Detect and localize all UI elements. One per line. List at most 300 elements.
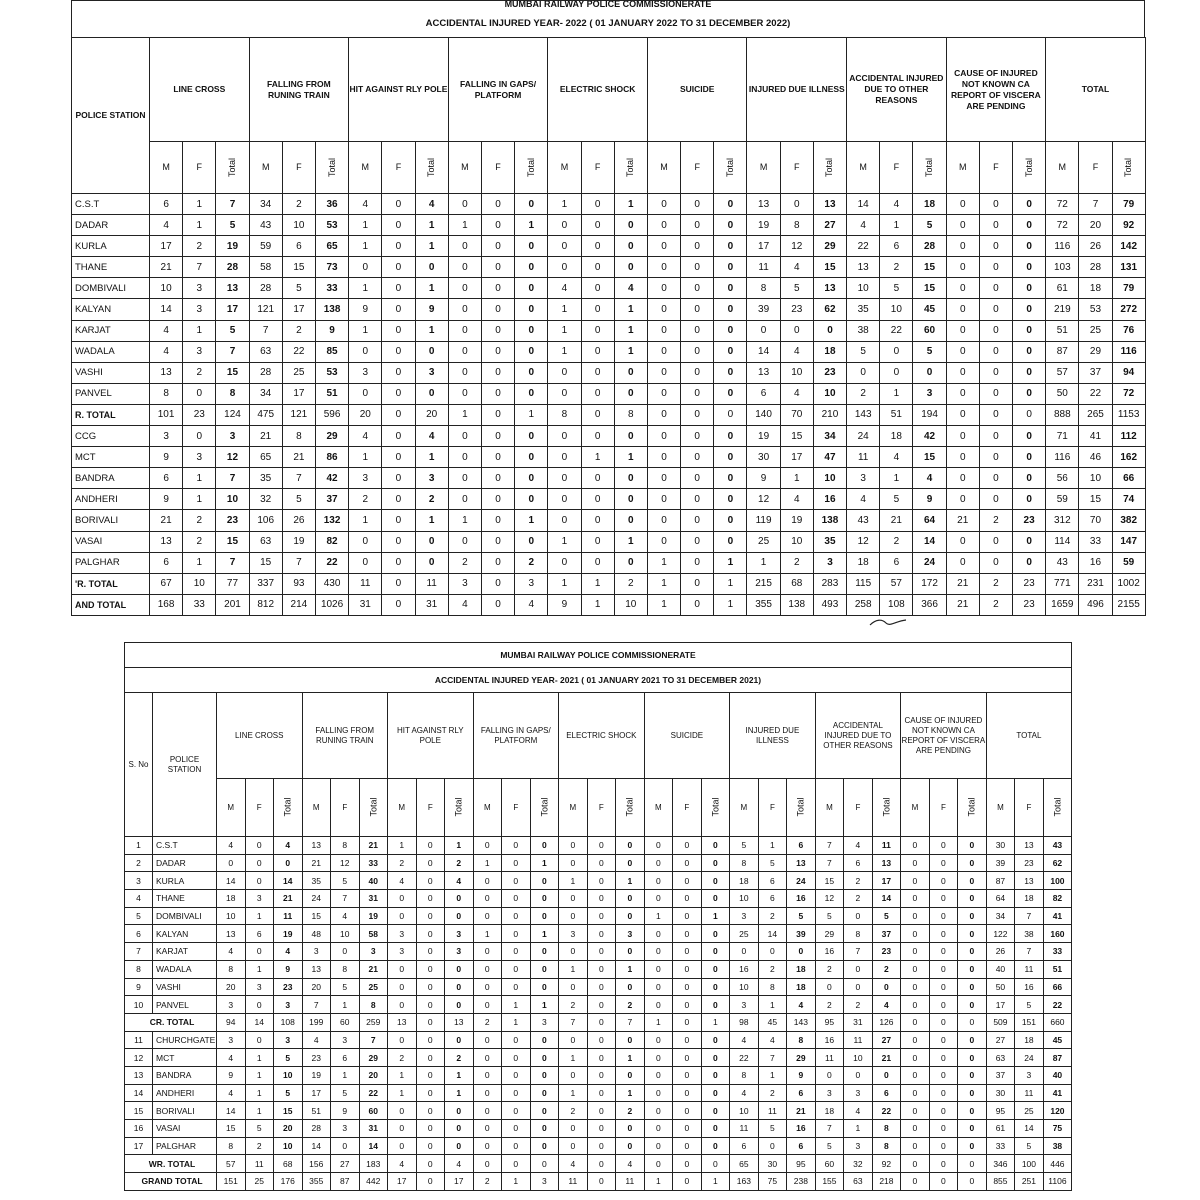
- value-cell: 0: [416, 1031, 445, 1049]
- value-cell: 17: [302, 1084, 331, 1102]
- value-cell: 45: [758, 1013, 787, 1031]
- value-cell: 0: [581, 426, 614, 447]
- value-cell: 3: [331, 1031, 360, 1049]
- value-cell: 0: [481, 362, 514, 383]
- total-cell: 9: [913, 489, 946, 510]
- value-cell: 0: [481, 594, 514, 615]
- value-cell: 53: [1079, 299, 1112, 320]
- value-cell: 0: [673, 890, 702, 908]
- value-cell: 0: [681, 489, 714, 510]
- value-cell: 7: [249, 320, 282, 341]
- value-cell: 33: [1079, 531, 1112, 552]
- total-cell: 11: [616, 1173, 645, 1191]
- value-cell: 0: [502, 978, 531, 996]
- value-cell: 9: [747, 468, 780, 489]
- value-cell: 65: [730, 1155, 759, 1173]
- value-cell: 106: [249, 510, 282, 531]
- value-cell: 0: [382, 362, 415, 383]
- station-name: DOMBIVALI: [153, 907, 217, 925]
- value-cell: 0: [448, 447, 481, 468]
- value-cell: 0: [946, 489, 979, 510]
- total-cell: 1: [445, 1084, 474, 1102]
- value-cell: 4: [844, 1102, 873, 1120]
- total-cell: 0: [714, 257, 747, 278]
- total-cell: 2: [616, 1102, 645, 1120]
- total-cell: 0: [445, 1120, 474, 1138]
- value-cell: 4: [780, 257, 813, 278]
- value-cell: 10: [847, 278, 880, 299]
- value-cell: 21: [150, 257, 183, 278]
- value-cell: 22: [1079, 383, 1112, 404]
- value-cell: 0: [901, 854, 930, 872]
- total-cell: 0: [714, 489, 747, 510]
- total-cell: 0: [1013, 552, 1046, 573]
- station-row: [72, 341, 1146, 362]
- value-cell: 1: [758, 837, 787, 855]
- total-cell: 11: [274, 907, 303, 925]
- value-cell: 29: [1079, 341, 1112, 362]
- value-cell: 0: [331, 1137, 360, 1155]
- total-cell: 1002: [1112, 573, 1145, 594]
- value-cell: 12: [815, 890, 844, 908]
- value-cell: 57: [217, 1155, 246, 1173]
- total-cell: 0: [614, 383, 647, 404]
- summary-label: CR. TOTAL: [125, 1013, 217, 1031]
- value-cell: 33: [986, 1137, 1015, 1155]
- total-cell: 23: [872, 943, 901, 961]
- value-cell: 0: [349, 531, 382, 552]
- total-cell: 0: [614, 426, 647, 447]
- value-cell: 0: [979, 383, 1012, 404]
- value-cell: 0: [548, 236, 581, 257]
- total-cell: 29: [359, 1049, 388, 1067]
- value-cell: 0: [502, 1137, 531, 1155]
- total-cell: 0: [515, 236, 548, 257]
- station-name: THANE: [72, 257, 150, 278]
- value-cell: 1: [644, 907, 673, 925]
- total-cell: 18: [787, 960, 816, 978]
- total-cell: 0: [1013, 320, 1046, 341]
- value-cell: 0: [502, 960, 531, 978]
- serial-number: 2: [125, 854, 153, 872]
- value-cell: 0: [901, 978, 930, 996]
- value-cell: 1: [331, 996, 360, 1014]
- value-cell: 21: [946, 510, 979, 531]
- value-cell: 0: [473, 1102, 502, 1120]
- value-cell: 1: [388, 1084, 417, 1102]
- value-cell: 0: [502, 837, 531, 855]
- value-cell: 3: [217, 996, 246, 1014]
- total-cell: 3: [813, 552, 846, 573]
- value-cell: 0: [473, 1137, 502, 1155]
- value-cell: 23: [780, 299, 813, 320]
- value-cell: 15: [302, 907, 331, 925]
- station-row: [125, 960, 1072, 978]
- value-cell: 0: [559, 943, 588, 961]
- value-cell: 21: [282, 447, 315, 468]
- value-cell: 3: [217, 1031, 246, 1049]
- total-cell: 33: [359, 854, 388, 872]
- serial-number: 13: [125, 1066, 153, 1084]
- value-cell: 0: [548, 489, 581, 510]
- value-cell: 0: [673, 1084, 702, 1102]
- value-cell: 0: [548, 468, 581, 489]
- total-cell: 3: [445, 943, 474, 961]
- serial-number: 8: [125, 960, 153, 978]
- value-cell: 13: [747, 194, 780, 215]
- value-cell: 0: [416, 1137, 445, 1155]
- value-cell: 20: [349, 404, 382, 425]
- total-cell: 37: [315, 489, 348, 510]
- total-cell: 0: [958, 943, 987, 961]
- total-cell: 13: [787, 854, 816, 872]
- value-cell: 9: [217, 1066, 246, 1084]
- value-cell: 0: [929, 996, 958, 1014]
- sub-header-total: [1043, 779, 1072, 837]
- value-cell: 10: [780, 362, 813, 383]
- value-cell: 4: [844, 837, 873, 855]
- value-cell: 0: [388, 996, 417, 1014]
- value-cell: 0: [979, 320, 1012, 341]
- value-cell: 8: [150, 383, 183, 404]
- value-cell: 0: [647, 468, 680, 489]
- value-cell: 31: [349, 594, 382, 615]
- total-cell: 0: [274, 854, 303, 872]
- value-cell: 0: [481, 299, 514, 320]
- total-cell: 10: [813, 383, 846, 404]
- total-cell: 7: [359, 1031, 388, 1049]
- total-cell: 131: [1112, 257, 1145, 278]
- total-cell: 0: [701, 1137, 730, 1155]
- station-row: [72, 531, 1146, 552]
- value-cell: 8: [331, 960, 360, 978]
- value-cell: 2: [815, 960, 844, 978]
- value-cell: 0: [581, 215, 614, 236]
- total-cell: 53: [315, 362, 348, 383]
- value-cell: 51: [302, 1102, 331, 1120]
- value-cell: 0: [946, 320, 979, 341]
- value-cell: 24: [847, 426, 880, 447]
- total-cell: 0: [701, 1031, 730, 1049]
- value-cell: 0: [730, 943, 759, 961]
- total-cell: 60: [359, 1102, 388, 1120]
- value-cell: 0: [901, 1031, 930, 1049]
- value-cell: 8: [780, 215, 813, 236]
- value-cell: 0: [481, 341, 514, 362]
- summary-row: [125, 1013, 1072, 1031]
- value-cell: 2: [979, 573, 1012, 594]
- total-cell: 0: [701, 872, 730, 890]
- value-cell: 0: [587, 1173, 616, 1191]
- total-cell: 6: [787, 837, 816, 855]
- value-cell: 0: [587, 925, 616, 943]
- total-cell: 10: [274, 1137, 303, 1155]
- station-row: [125, 907, 1072, 925]
- total-cell: 5: [913, 341, 946, 362]
- value-cell: 0: [382, 236, 415, 257]
- station-name: PANVEL: [72, 383, 150, 404]
- total-cell: 86: [315, 447, 348, 468]
- value-cell: 0: [644, 1102, 673, 1120]
- value-cell: 0: [946, 404, 979, 425]
- sub-header-m: M: [150, 142, 183, 194]
- total-cell: 1: [515, 404, 548, 425]
- value-cell: 1: [644, 1013, 673, 1031]
- total-cell: 5: [216, 215, 249, 236]
- value-cell: 0: [929, 907, 958, 925]
- value-cell: 3: [559, 925, 588, 943]
- value-cell: 0: [473, 978, 502, 996]
- total-cell: 0: [614, 510, 647, 531]
- value-cell: 1: [183, 194, 216, 215]
- value-cell: 5: [815, 1137, 844, 1155]
- total-cell: 0: [1013, 468, 1046, 489]
- total-cell: 31: [415, 594, 448, 615]
- value-cell: 30: [986, 837, 1015, 855]
- value-cell: 0: [481, 383, 514, 404]
- value-cell: 16: [1015, 978, 1044, 996]
- station-name: KURLA: [153, 872, 217, 890]
- value-cell: 121: [282, 404, 315, 425]
- sub-header-m: M: [388, 779, 417, 837]
- summary-label: R. TOTAL: [72, 404, 150, 425]
- injured-2021-sheet: [124, 642, 1072, 1187]
- total-cell: 62: [813, 299, 846, 320]
- total-cell: 68: [274, 1155, 303, 1173]
- station-name: KALYAN: [153, 925, 217, 943]
- total-cell: 20: [274, 1120, 303, 1138]
- value-cell: 1: [502, 1173, 531, 1191]
- total-cell: 0: [415, 531, 448, 552]
- value-cell: 0: [382, 573, 415, 594]
- value-cell: 855: [986, 1173, 1015, 1191]
- value-cell: 8: [844, 925, 873, 943]
- total-cell: 10: [274, 1066, 303, 1084]
- total-cell: 0: [515, 468, 548, 489]
- value-cell: 0: [416, 1173, 445, 1191]
- sub-header-m: M: [217, 779, 246, 837]
- value-cell: 0: [481, 531, 514, 552]
- total-cell: 22: [315, 552, 348, 573]
- sub-header-total: [1013, 142, 1046, 194]
- total-cell: 0: [1013, 236, 1046, 257]
- value-cell: 1: [448, 510, 481, 531]
- value-cell: 0: [946, 194, 979, 215]
- total-cell: 14: [872, 890, 901, 908]
- value-cell: 0: [481, 510, 514, 531]
- value-cell: 67: [150, 573, 183, 594]
- value-cell: 0: [382, 404, 415, 425]
- value-cell: 1: [349, 236, 382, 257]
- total-cell: 3: [616, 925, 645, 943]
- total-cell: 92: [1112, 215, 1145, 236]
- value-cell: 0: [647, 383, 680, 404]
- sub-header-m: M: [249, 142, 282, 194]
- total-cell: 0: [714, 341, 747, 362]
- total-cell: 92: [872, 1155, 901, 1173]
- total-cell: 33: [1043, 943, 1072, 961]
- value-cell: 4: [150, 320, 183, 341]
- total-cell: 9: [315, 320, 348, 341]
- total-cell: 7: [216, 194, 249, 215]
- category-header: ELECTRIC SHOCK: [559, 693, 645, 779]
- value-cell: 1: [559, 960, 588, 978]
- total-cell: 0: [616, 854, 645, 872]
- total-cell: 20: [415, 404, 448, 425]
- value-cell: 0: [901, 996, 930, 1014]
- total-cell: 3: [415, 468, 448, 489]
- category-header: CAUSE OF INJURED NOT KNOWN CA REPORT OF VISCERA ARE PENDING: [901, 693, 987, 779]
- total-cell: 0: [515, 426, 548, 447]
- station-name: KURLA: [72, 236, 150, 257]
- value-cell: 0: [548, 510, 581, 531]
- value-cell: 0: [481, 320, 514, 341]
- value-cell: 812: [249, 594, 282, 615]
- value-cell: 0: [548, 447, 581, 468]
- total-cell: 0: [614, 468, 647, 489]
- value-cell: 0: [448, 299, 481, 320]
- value-cell: 13: [302, 960, 331, 978]
- total-cell: 0: [1013, 341, 1046, 362]
- total-cell: 0: [958, 1066, 987, 1084]
- total-cell: 4: [616, 1155, 645, 1173]
- category-header: SUICIDE: [647, 38, 747, 142]
- value-cell: 23: [183, 404, 216, 425]
- value-cell: 1: [183, 215, 216, 236]
- value-cell: 0: [780, 320, 813, 341]
- total-cell: 0: [445, 890, 474, 908]
- value-cell: 3: [844, 1084, 873, 1102]
- value-cell: 15: [1079, 489, 1112, 510]
- value-cell: 0: [946, 341, 979, 362]
- value-cell: 15: [282, 257, 315, 278]
- value-cell: 0: [681, 215, 714, 236]
- total-cell: 41: [1043, 907, 1072, 925]
- value-cell: 7: [282, 468, 315, 489]
- value-cell: 0: [673, 978, 702, 996]
- total-cell: 1: [714, 594, 747, 615]
- value-cell: 14: [747, 341, 780, 362]
- value-cell: 0: [559, 907, 588, 925]
- serial-number: 14: [125, 1084, 153, 1102]
- value-cell: 0: [481, 404, 514, 425]
- value-cell: 3: [730, 907, 759, 925]
- total-cell: 0: [958, 1173, 987, 1191]
- total-cell: 0: [616, 890, 645, 908]
- value-cell: 0: [681, 447, 714, 468]
- value-cell: 0: [815, 1066, 844, 1084]
- total-cell: 0: [1013, 194, 1046, 215]
- total-cell: 112: [1112, 426, 1145, 447]
- total-cell: 14: [274, 872, 303, 890]
- value-cell: 0: [481, 426, 514, 447]
- total-cell: 43: [1043, 837, 1072, 855]
- value-cell: 63: [844, 1173, 873, 1191]
- total-cell: 1: [614, 299, 647, 320]
- total-cell: 0: [614, 489, 647, 510]
- value-cell: 0: [901, 1137, 930, 1155]
- value-cell: 19: [747, 215, 780, 236]
- total-cell: 0: [530, 1137, 559, 1155]
- total-cell: 116: [1112, 341, 1145, 362]
- value-cell: 33: [183, 594, 216, 615]
- total-cell: 1: [415, 278, 448, 299]
- value-cell: 0: [416, 890, 445, 908]
- value-cell: 0: [681, 552, 714, 573]
- total-cell: 183: [359, 1155, 388, 1173]
- total-cell: 0: [872, 1066, 901, 1084]
- total-cell: 0: [515, 257, 548, 278]
- value-cell: 0: [416, 1066, 445, 1084]
- value-cell: 64: [986, 890, 1015, 908]
- serial-number: 10: [125, 996, 153, 1014]
- total-cell: 28: [216, 257, 249, 278]
- value-cell: 0: [587, 1066, 616, 1084]
- value-cell: 0: [349, 341, 382, 362]
- value-cell: 26: [1079, 236, 1112, 257]
- total-cell: 24: [913, 552, 946, 573]
- total-cell: 0: [701, 996, 730, 1014]
- sub-header-total-label: Total: [539, 797, 550, 817]
- total-cell: 4: [415, 426, 448, 447]
- value-cell: 0: [681, 573, 714, 594]
- value-cell: 0: [382, 447, 415, 468]
- value-cell: 0: [946, 299, 979, 320]
- total-cell: 430: [315, 573, 348, 594]
- value-cell: 0: [581, 278, 614, 299]
- value-cell: 6: [880, 552, 913, 573]
- value-cell: 6: [758, 872, 787, 890]
- value-cell: 1: [548, 341, 581, 362]
- value-cell: 2: [847, 383, 880, 404]
- value-cell: 87: [986, 872, 1015, 890]
- value-cell: 4: [780, 489, 813, 510]
- value-cell: 0: [473, 1155, 502, 1173]
- value-cell: 0: [929, 1173, 958, 1191]
- value-cell: 0: [681, 299, 714, 320]
- sub-header-m: M: [473, 779, 502, 837]
- station-name: ANDHERI: [153, 1084, 217, 1102]
- value-cell: 168: [150, 594, 183, 615]
- value-cell: 7: [815, 837, 844, 855]
- station-name: KARJAT: [153, 943, 217, 961]
- value-cell: 0: [644, 837, 673, 855]
- value-cell: 10: [183, 573, 216, 594]
- sub-header-f: F: [587, 779, 616, 837]
- value-cell: 0: [388, 960, 417, 978]
- value-cell: 0: [581, 510, 614, 531]
- total-cell: 3: [913, 383, 946, 404]
- serial-number: 16: [125, 1120, 153, 1138]
- value-cell: 0: [388, 1102, 417, 1120]
- value-cell: 0: [416, 1102, 445, 1120]
- value-cell: 1: [183, 552, 216, 573]
- value-cell: 4: [150, 341, 183, 362]
- total-cell: 51: [1043, 960, 1072, 978]
- sub-header-total-label: Total: [624, 797, 635, 817]
- value-cell: 0: [644, 978, 673, 996]
- station-row: [72, 489, 1146, 510]
- value-cell: 8: [548, 404, 581, 425]
- value-cell: 50: [986, 978, 1015, 996]
- value-cell: 0: [382, 299, 415, 320]
- station-row: [72, 299, 1146, 320]
- value-cell: 0: [647, 320, 680, 341]
- total-cell: 1: [701, 1013, 730, 1031]
- value-cell: 14: [245, 1013, 274, 1031]
- total-cell: 0: [530, 1155, 559, 1173]
- total-cell: 11: [415, 573, 448, 594]
